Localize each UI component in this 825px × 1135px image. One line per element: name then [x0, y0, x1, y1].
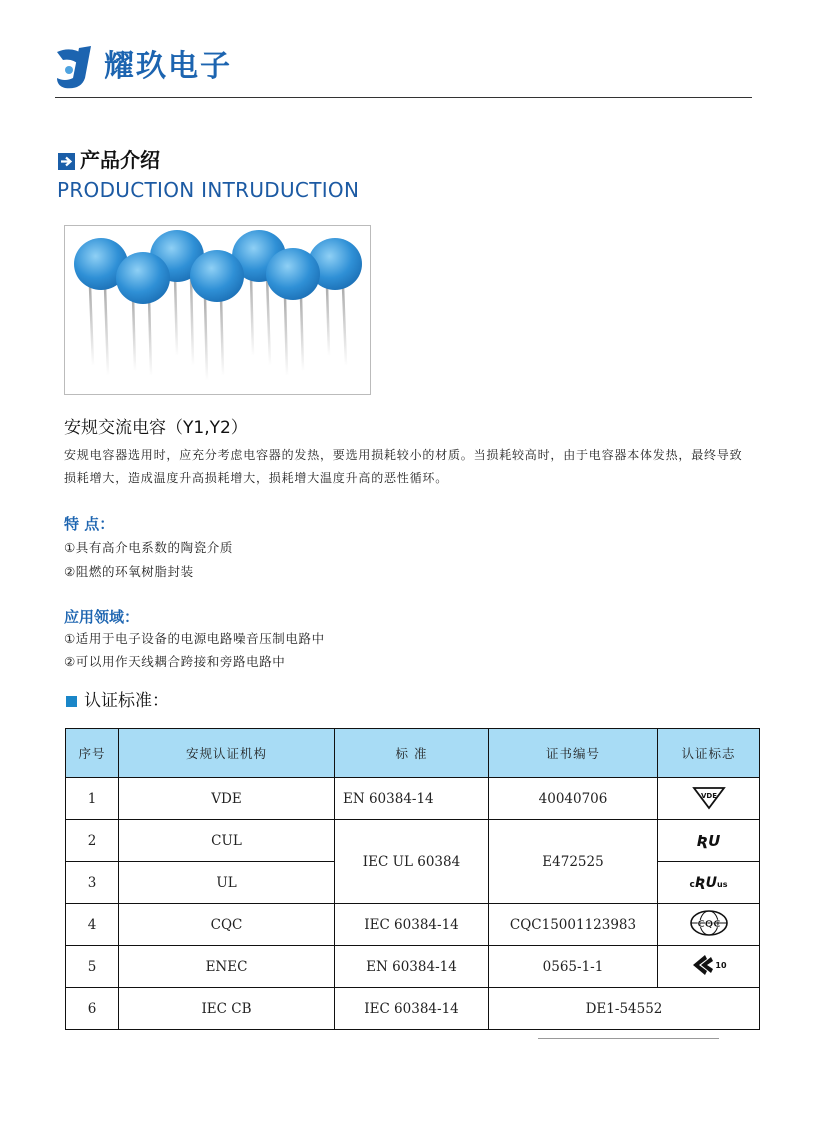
header-divider: [55, 97, 752, 98]
standard-cell: IEC 60384-14: [335, 988, 489, 1030]
product-description: 安规电容器选用时，应充分考虑电容器的发热，要选用损耗较小的材质。当损耗较高时，由于电容器本体发热，最终导致损耗增大，造成温度升高损耗增大，损耗增大温度升高的恶性循环。: [64, 448, 743, 485]
certification-heading: 认证标准：: [84, 691, 169, 711]
mark-cell: [658, 862, 760, 904]
cul-us-text: us: [717, 879, 728, 889]
ru-mark-icon: ƦU: [696, 831, 721, 850]
cqc-mark-icon: [689, 909, 729, 941]
row-number: 4: [66, 904, 119, 946]
section-subtitle: PRODUCTION INTRUDUCTION: [57, 178, 360, 202]
column-header: 标 准: [335, 729, 489, 778]
cert-number-cell: CQC15001123983: [489, 904, 658, 946]
mark-cell: [658, 820, 760, 862]
section-title: 产品介绍: [80, 148, 160, 172]
column-header: 证书编号: [489, 729, 658, 778]
features-heading: 特 点：: [64, 515, 115, 533]
list-item: ①适用于电子设备的电源电路噪音压制电路中: [64, 631, 325, 646]
row-number: 3: [66, 862, 119, 904]
mark-cell: [658, 946, 760, 988]
row-number: 5: [66, 946, 119, 988]
footer-line: [538, 1038, 719, 1039]
list-item: ②可以用作天线耦合跨接和旁路电路中: [64, 654, 286, 669]
arrow-right-icon: [58, 153, 75, 170]
agency-cell: ENEC: [119, 946, 335, 988]
mark-cell: [658, 904, 760, 946]
column-header: 序号: [66, 729, 119, 778]
standard-cell: EN 60384-14: [335, 946, 489, 988]
column-header: 安规认证机构: [119, 729, 335, 778]
enec-mark-icon: [689, 953, 729, 981]
cul-c-text: c: [689, 879, 695, 890]
cert-number-cell: E472525: [489, 820, 658, 904]
cul-ul-text: ƦU: [694, 874, 718, 891]
product-photo: [64, 225, 371, 395]
standard-cell: EN 60384-14: [335, 778, 489, 820]
vde-mark-text: VDE: [700, 791, 717, 800]
table-row: [66, 988, 760, 1030]
cert-number-cell: DE1-54552: [489, 988, 760, 1030]
table-row: [66, 946, 760, 988]
table-row: [66, 820, 760, 862]
agency-cell: IEC CB: [119, 988, 335, 1030]
cert-number-cell: 0565-1-1: [489, 946, 658, 988]
list-item: ②阻燃的环氧树脂封装: [64, 564, 194, 579]
cert-number-cell: 40040706: [489, 778, 658, 820]
applications-heading: 应用领域：: [64, 608, 140, 626]
cqc-mark-text: CQC: [696, 918, 721, 930]
standard-cell: IEC 60384-14: [335, 904, 489, 946]
table-row: [66, 778, 760, 820]
list-item: ①具有高介电系数的陶瓷介质: [64, 540, 234, 555]
cul-us-mark-icon: [690, 875, 728, 891]
company-name: 耀玖电子: [104, 49, 232, 84]
column-header: 认证标志: [658, 729, 760, 778]
agency-cell: UL: [119, 862, 335, 904]
agency-cell: CUL: [119, 820, 335, 862]
capacitor-bodies: [74, 230, 362, 304]
row-number: 6: [66, 988, 119, 1030]
standard-cell: IEC UL 60384: [335, 820, 489, 904]
mark-cell: [658, 778, 760, 820]
row-number: 2: [66, 820, 119, 862]
vde-mark-icon: [692, 784, 726, 814]
agency-cell: VDE: [119, 778, 335, 820]
table-header-row: [66, 729, 760, 778]
product-title: 安规交流电容（Y1,Y2）: [64, 418, 248, 438]
enec-mark-text: 10: [714, 960, 727, 970]
company-logo-icon: [55, 44, 95, 90]
square-bullet-icon: [66, 696, 77, 707]
row-number: 1: [66, 778, 119, 820]
certification-table: [65, 728, 760, 1030]
agency-cell: CQC: [119, 904, 335, 946]
table-row: [66, 904, 760, 946]
